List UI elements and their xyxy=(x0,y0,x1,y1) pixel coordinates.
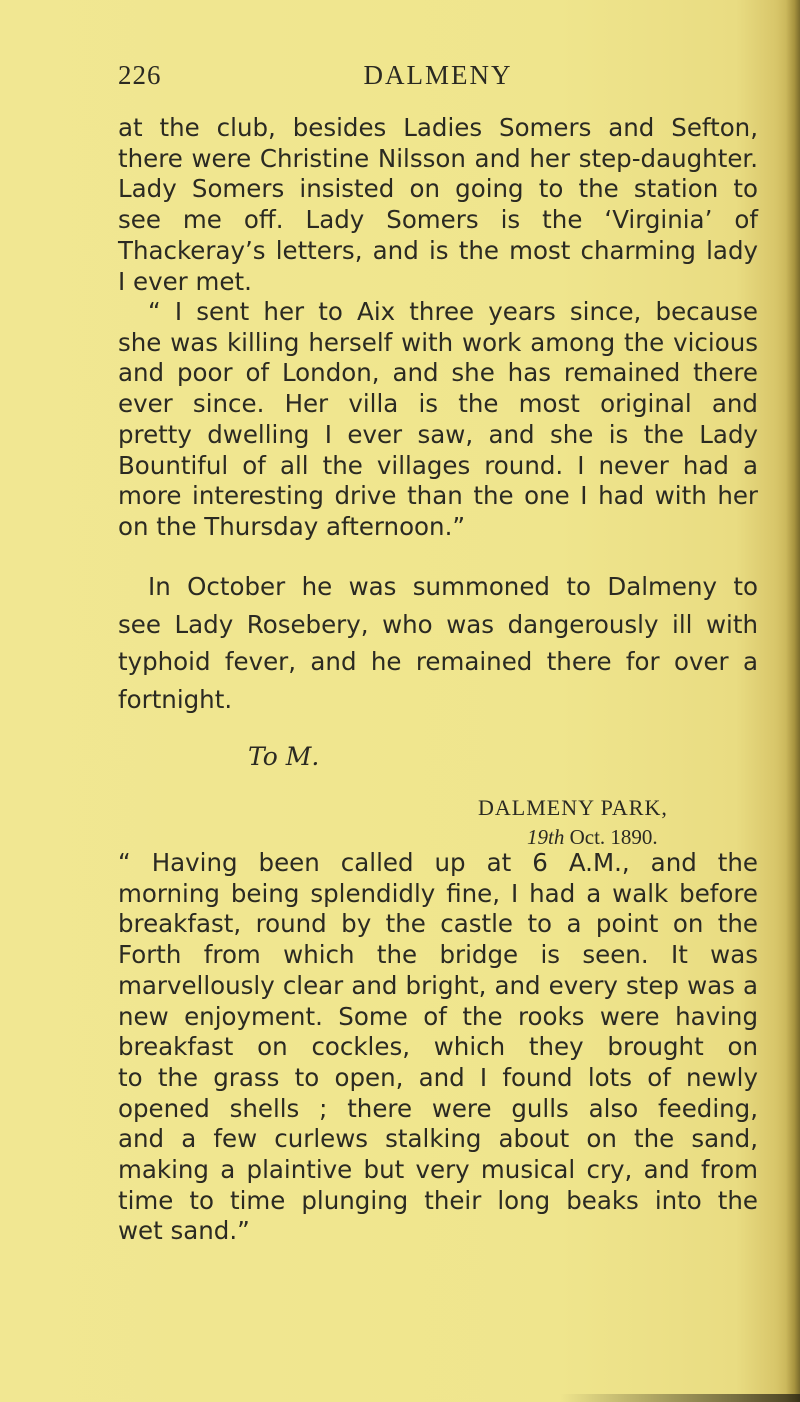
text-line: morning being splendidly fine, I had a walk before xyxy=(118,878,758,908)
text-line: ever since. Her villa is the most original and xyxy=(118,389,758,419)
page-number: 226 xyxy=(118,60,162,90)
paragraph-2 xyxy=(118,297,758,543)
text-line: more interesting drive than the one I had with her xyxy=(118,481,758,511)
text-line: In October he was summoned to Dalmeny to xyxy=(148,572,758,601)
page-header xyxy=(118,60,758,100)
text-line: new enjoyment. Some of the rooks were having xyxy=(118,1001,758,1031)
running-head: DALMENY xyxy=(363,60,513,90)
text-line: Bountiful of all the villages round. I never had a xyxy=(118,450,758,480)
text-line: wet sand.” xyxy=(118,1216,250,1246)
letter-address: DALMENY PARK, xyxy=(478,795,668,820)
letter-date-month-year: Oct. 1890. xyxy=(569,825,658,849)
text-line: she was killing herself with work among the vicious xyxy=(118,327,758,357)
text-line: Forth from which the bridge is seen. It was xyxy=(118,940,758,970)
text-line: time to time plunging their long beaks into the xyxy=(118,1185,758,1215)
text-line: fortnight. xyxy=(118,684,233,714)
text-line: to the grass to open, and I found lots of newly xyxy=(118,1062,758,1092)
text-line: marvellously clear and bright, and every step was a xyxy=(118,970,758,1000)
text-line: and a few curlews stalking about on the sand, xyxy=(118,1124,758,1154)
text-line: at the club, besides Ladies Somers and Sefton, xyxy=(118,113,758,142)
paragraph-1 xyxy=(118,113,758,297)
text-line: breakfast on cockles, which they brought on xyxy=(118,1032,758,1062)
letter-salutation: To M. xyxy=(248,742,320,771)
page-bottom-shadow xyxy=(560,1394,800,1402)
text-line: typhoid fever, and he remained there for over a xyxy=(118,647,758,676)
text-line: Lady Somers insisted on going to the station to xyxy=(118,174,758,204)
text-line: see Lady Rosebery, who was dangerously ill with xyxy=(118,609,758,639)
text-line: “ Having been called up at 6 A.M., and the xyxy=(118,848,758,877)
text-line: pretty dwelling I ever saw, and she is the Lady xyxy=(118,419,758,449)
text-line: “ I sent her to Aix three years since, because xyxy=(148,297,758,326)
text-line: on the Thursday afternoon.” xyxy=(118,511,466,541)
text-line: Thackeray’s letters, and is the most charming lady xyxy=(118,235,758,265)
paragraph-3 xyxy=(118,568,758,718)
letter-date-day: 19th xyxy=(527,825,565,849)
letter-date xyxy=(527,825,658,850)
text-line: see me off. Lady Somers is the ‘Virginia’ of xyxy=(118,205,758,235)
text-line: making a plaintive but very musical cry, and from xyxy=(118,1155,758,1185)
text-line: breakfast, round by the castle to a point on the xyxy=(118,909,758,939)
page-edge-shadow xyxy=(786,0,800,1402)
text-line: I ever met. xyxy=(118,266,252,296)
text-line: there were Christine Nilsson and her step-daughter. xyxy=(118,143,758,173)
text-line: opened shells ; there were gulls also feeding, xyxy=(118,1093,758,1123)
text-line: and poor of London, and she has remained there xyxy=(118,358,758,388)
letter-body xyxy=(118,848,758,1247)
